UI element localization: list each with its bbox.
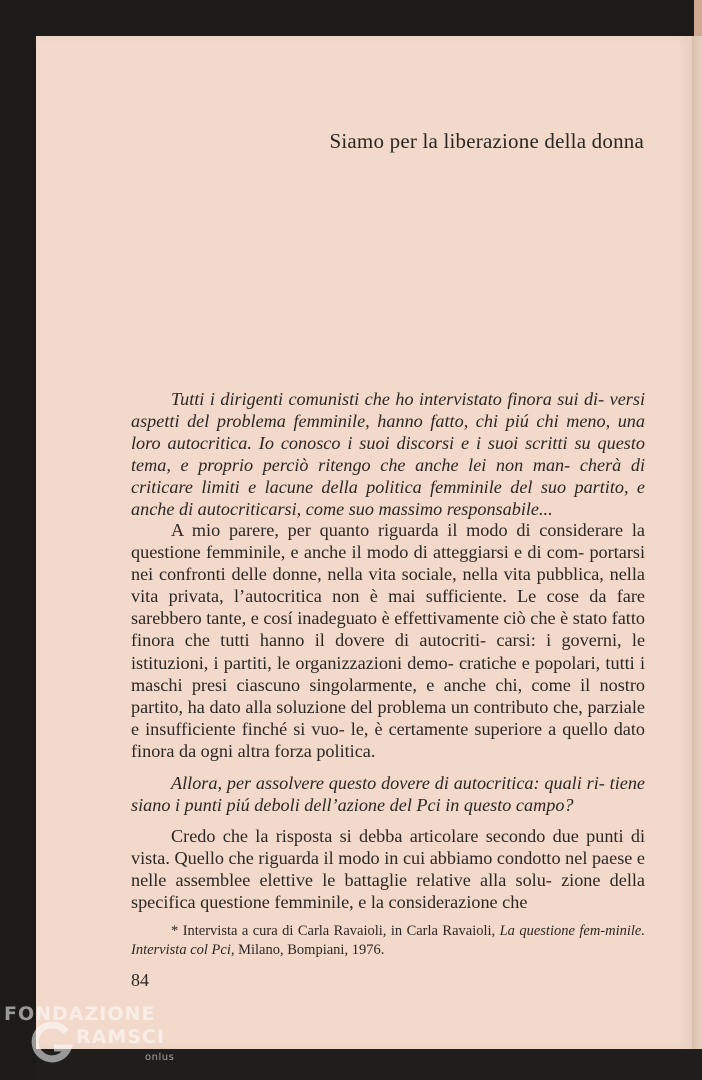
- text-line: ciò che è stato fatto finora che tutti hanno il dovere di autocriti-: [131, 608, 646, 651]
- watermark-line-3: onlus: [145, 1052, 175, 1063]
- watermark-logo: [2, 1000, 182, 1080]
- footnote: [131, 922, 645, 960]
- text-line: carsi: i governi, le istituzioni, i partiti, le organizzazioni demo-: [131, 630, 646, 673]
- answer-paragraph-2: [131, 825, 645, 913]
- text-line: nel paese e nelle assemblee elettive le battaglie relative alla solu-: [131, 848, 646, 891]
- running-head: Siamo per la liberazione della donna: [329, 129, 644, 153]
- text-line: Allora, per assolvere questo dovere di autocritica: quali ri-: [171, 773, 605, 793]
- watermark-line-1: FONDAZIONE: [4, 1003, 156, 1025]
- next-page-strip: [694, 0, 702, 36]
- text-line: politica.: [316, 740, 376, 761]
- answer-paragraph-1: [131, 519, 645, 762]
- text-line: la questione femminile, e anche il modo di atteggiarsi e di com-: [131, 520, 645, 563]
- text-line: meno, una loro autocritica. Io conosco i suoi discorsi e i suoi scritti: [131, 411, 645, 454]
- text-line: le, è certamente superiore a quello dato finora da ogni altra forza: [131, 718, 646, 761]
- text-line: cose da fare sarebbero tante, e cosí inadeguato è effettivamente: [131, 586, 646, 629]
- text-line: cherà di criticare limiti e lacune della politica femminile del suo: [131, 455, 646, 498]
- text-line: A mio parere, per quanto riguarda il modo di considerare: [171, 520, 624, 540]
- page-edge: [692, 36, 702, 1049]
- text-line: portarsi nei confronti delle donne, nella vita sociale, nella vita: [131, 542, 646, 585]
- text-line: Tutti i dirigenti comunisti che ho intervistato finora sui di-: [171, 389, 605, 409]
- text-line: versi aspetti del problema femminile, hanno fatto, chi piú chi: [131, 389, 645, 432]
- watermark-line-2: RAMSCI: [76, 1026, 165, 1048]
- text-line: problema un contributo che, parziale e insufficiente finché si vuo-: [131, 696, 645, 739]
- text-line: cratiche e popolari, tutti i maschi presi ciascuno singolarmente,: [131, 652, 646, 695]
- question-paragraph-1: [131, 388, 645, 521]
- footnote-text: Intervista a cura di Carla Ravaioli, in Carla Ravaioli,: [182, 923, 500, 939]
- text-line: di vista. Quello che riguarda il modo in cui abbiamo condotto: [131, 826, 646, 869]
- text-line: zione della specifica questione femminile, e la considerazione che: [131, 870, 646, 913]
- gramsci-g-icon: [30, 1022, 74, 1066]
- text-line: su questo tema, e proprio perciò ritengo che anche lei non man-: [131, 433, 646, 476]
- footnote-marker: *: [171, 923, 183, 939]
- text-line: pubblica, nella vita privata, l’autocritica non è mai sufficiente. Le: [131, 564, 645, 607]
- question-paragraph-2: [131, 772, 645, 816]
- text-line: partito, e anche di autocriticarsi, come suo massimo responsabile...: [131, 477, 646, 520]
- page-number: 84: [131, 970, 149, 990]
- text-line: tiene siano i punti piú deboli dell’azione del Pci in questo campo?: [131, 773, 646, 816]
- text-line: Credo che la risposta si debba articolare secondo due punti: [171, 826, 624, 846]
- footnote-title: La questione fem-minile. Intervista col Pci: [131, 923, 645, 958]
- text-line: e anche chi, come il nostro partito, ha dato alla soluzione del: [131, 674, 645, 717]
- footnote-publisher: , Milano, Bompiani, 1976.: [230, 942, 385, 958]
